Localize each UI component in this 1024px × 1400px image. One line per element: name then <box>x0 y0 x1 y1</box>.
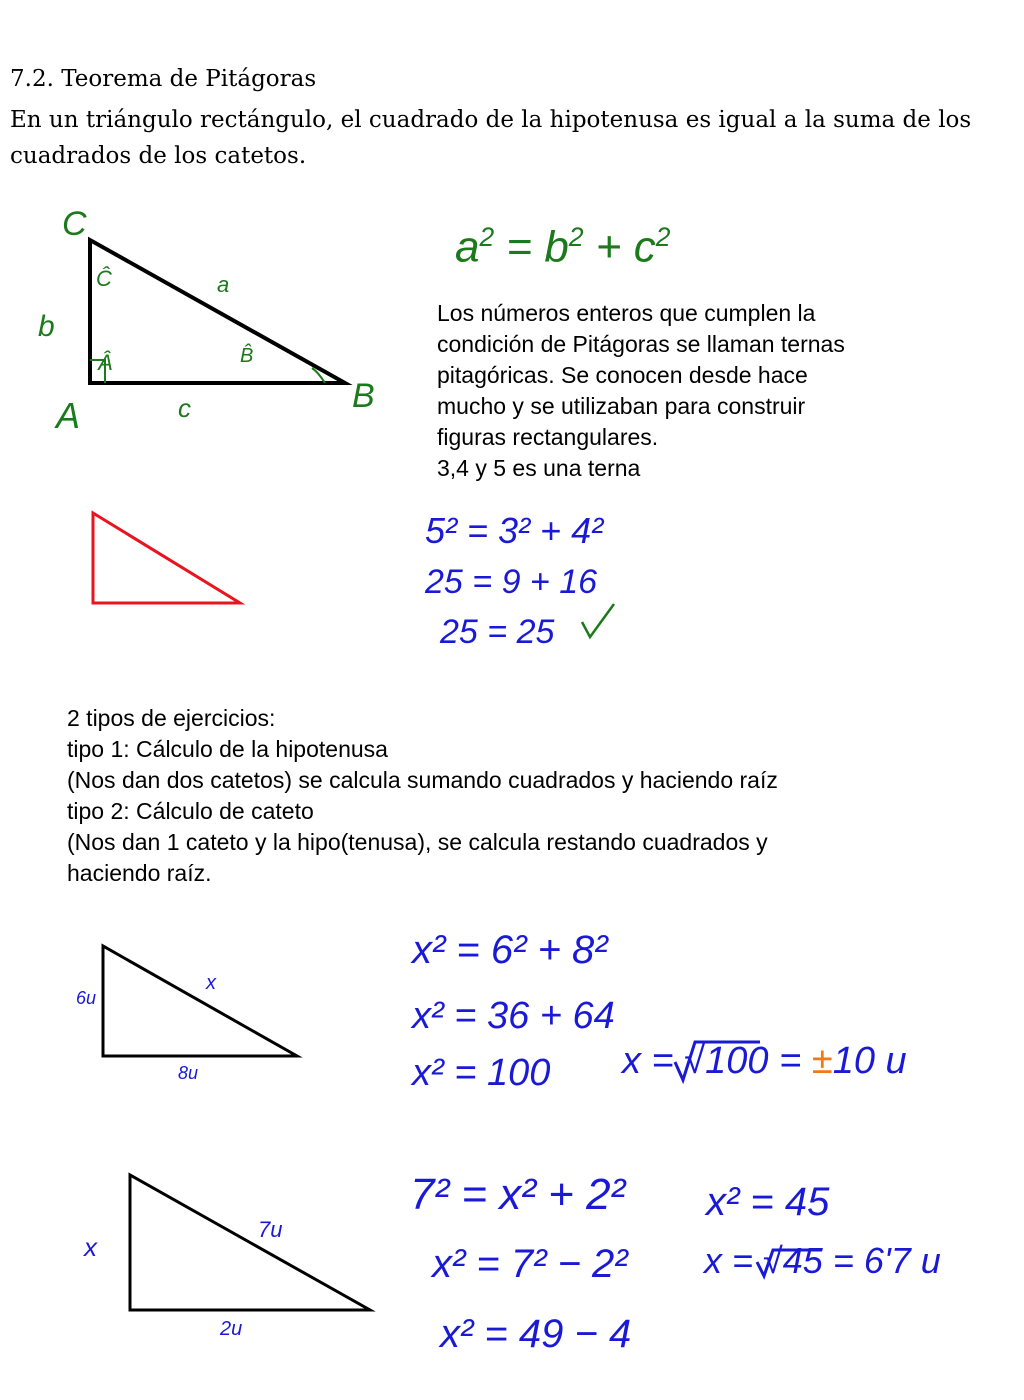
vertex-a-label: A <box>56 395 81 436</box>
example1-result-suffix: 10 u <box>832 1040 907 1082</box>
side-c-label: c <box>178 393 191 423</box>
pythagoras-formula <box>455 222 670 273</box>
example2-hyp-label: 7u <box>258 1217 283 1242</box>
angle-b-label: B̂ <box>240 345 254 367</box>
ternas-line: pitagóricas. Se conocen desde hace <box>437 362 808 388</box>
angle-a-label: Â <box>98 350 113 375</box>
ternas-line: condición de Pitágoras se llaman ternas <box>437 331 845 357</box>
exercise-types-line: (Nos dan dos catetos) se calcula sumando cuadrados y haciendo raíz <box>67 767 778 793</box>
exercise-types-line: 2 tipos de ejercicios: <box>67 705 276 731</box>
formula-eq: = <box>506 222 533 272</box>
example1-line-1: x² = 6² + 8² <box>412 928 608 972</box>
example2-line-4: x² = 45 <box>706 1180 830 1224</box>
example1-hyp-label: x <box>206 972 216 994</box>
formula-b: b <box>544 222 569 272</box>
example1-result <box>622 1040 907 1083</box>
ternas-line: figuras rectangulares. <box>437 424 659 450</box>
formula-plus: + <box>595 222 622 272</box>
example1-line-3: x² = 100 <box>412 1052 551 1094</box>
example2-line-3: x² = 49 − 4 <box>440 1312 632 1356</box>
terna-triangle <box>93 513 240 603</box>
angle-c-label: Ĉ <box>96 266 112 291</box>
vertex-c-label: C <box>62 205 87 243</box>
exercise-types-line: tipo 1: Cálculo de la hipotenusa <box>67 736 388 762</box>
example1-triangle <box>103 946 297 1056</box>
terna-line-1: 5² = 3² + 4² <box>425 510 604 551</box>
example2-line-5: x = √45 = 6'7 u <box>704 1240 941 1281</box>
example1-side-label: 6u <box>76 988 97 1008</box>
example1-line-2: x² = 36 + 64 <box>412 995 615 1037</box>
right-triangle-abc <box>90 240 345 383</box>
formula-exp: 2 <box>568 222 584 252</box>
ternas-line: 3,4 y 5 es una terna <box>437 455 641 481</box>
ternas-line: mucho y se utilizaban para construir <box>437 393 806 419</box>
formula-a: a <box>455 222 480 272</box>
exercise-types-line: (Nos dan 1 cateto y la hipo(tenusa), se calcula restando cuadrados y <box>67 829 768 855</box>
section-title: 7.2. Teorema de Pitágoras <box>10 66 317 92</box>
formula-exp: 2 <box>655 222 671 252</box>
vertex-b-label: B <box>352 377 375 415</box>
side-b-label: b <box>38 310 55 343</box>
example1-result-prefix: x = √100 = <box>622 1040 812 1082</box>
formula-exp: 2 <box>479 222 495 252</box>
example2-line-1: 7² = x² + 2² <box>410 1170 626 1219</box>
example2-side-label: x <box>84 1232 97 1262</box>
example2-triangle <box>130 1175 370 1310</box>
example2-base-label: 2u <box>220 1318 243 1340</box>
example1-base-label: 8u <box>178 1063 199 1083</box>
formula-c: c <box>633 222 656 272</box>
example2-line-2: x² = 7² − 2² <box>432 1242 628 1286</box>
check-mark <box>582 604 614 637</box>
ternas-line: Los números enteros que cumplen la <box>437 300 816 326</box>
exercise-types-line: haciendo raíz. <box>67 860 212 886</box>
side-a-label: a <box>217 272 230 297</box>
terna-line-2: 25 = 9 + 16 <box>425 563 598 601</box>
theorem-statement: En un triángulo rectángulo, el cuadrado de la hipotenusa es igual a la suma de los cuadrados de los catetos. <box>10 107 972 169</box>
exercise-types-line: tipo 2: Cálculo de cateto <box>67 798 314 824</box>
terna-line-3: 25 = 25 <box>440 613 555 651</box>
plus-minus-sign: ± <box>811 1040 833 1082</box>
